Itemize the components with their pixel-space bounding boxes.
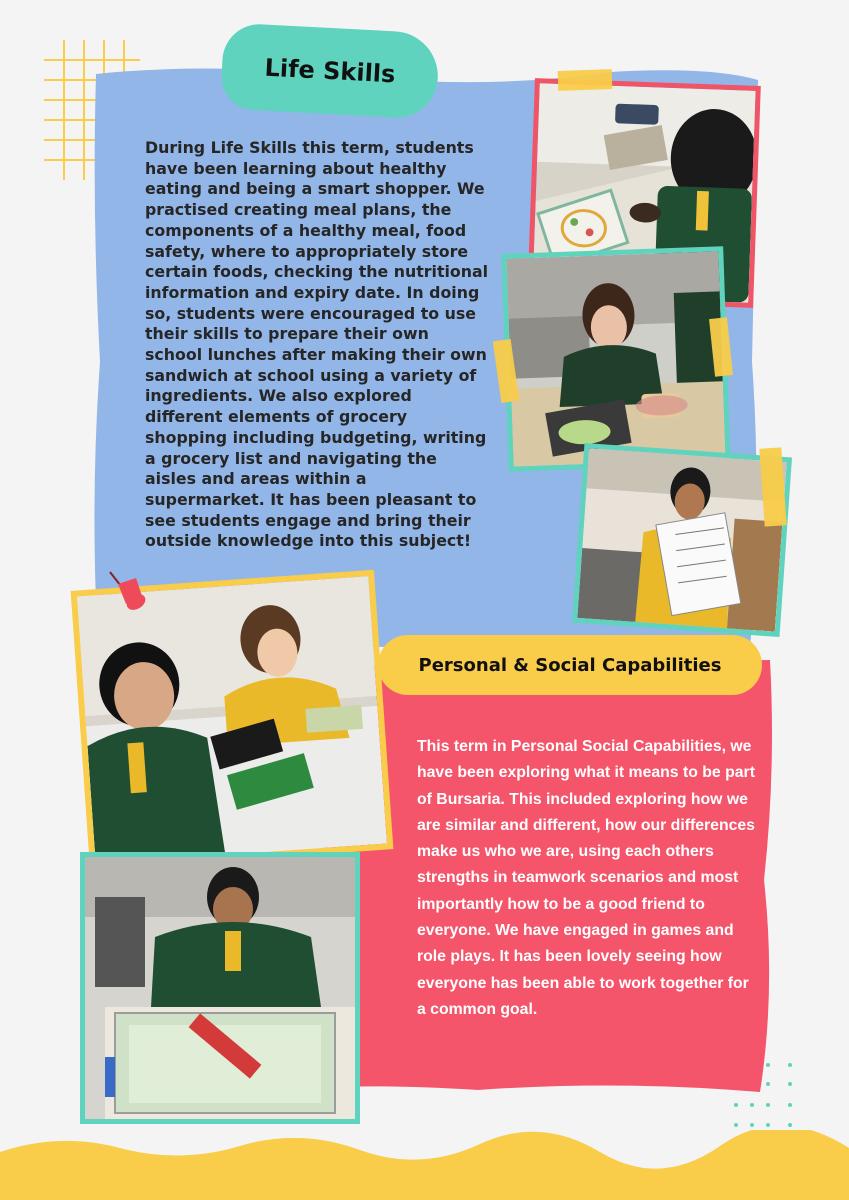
photo-grocery-worksheet: [572, 443, 792, 637]
personal-social-title-text: Personal & Social Capabilities: [418, 654, 722, 676]
personal-social-body: This term in Personal Social Capabilities, we have been exploring what it means to be part of Bursaria. This included exploring how we are similar and different, how our differences make us who we are, using each others strengths in teamwork scenarios and most importantly how to be a good friend to everyone. We have engaged in games and role plays. It has been lovely seeing how everyone has been able to work together for a common goal.: [417, 738, 755, 1018]
photo-monopoly-game: [80, 852, 360, 1124]
life-skills-title-text: Life Skills: [263, 53, 397, 89]
life-skills-body: During Life Skills this term, students have been learning about healthy eating and being a smart shopper. We practised creating meal plans, the components of a healthy meal, food safety, where to appropriately store certain foods, checking the nutritional information and expiry date. In doing so, students were encouraged to use their skills to prepare their own school lunches after making their own sandwich at school using a variety of ingredients. We also explored different elements of grocery shopping including budgeting, writing a grocery list and navigating the aisles and areas within a supermarket. It has been pleasant to see students engage and bring their outside knowledge into this subject!: [145, 138, 489, 551]
tape-strip: [558, 69, 613, 91]
dot-grid-decoration-icon: [732, 1060, 796, 1130]
personal-social-title: [378, 635, 762, 695]
photo-sandwich-making: [501, 246, 730, 472]
push-pin-icon: [102, 568, 150, 616]
bottom-wave: [0, 1130, 849, 1200]
life-skills-title: [220, 22, 440, 119]
